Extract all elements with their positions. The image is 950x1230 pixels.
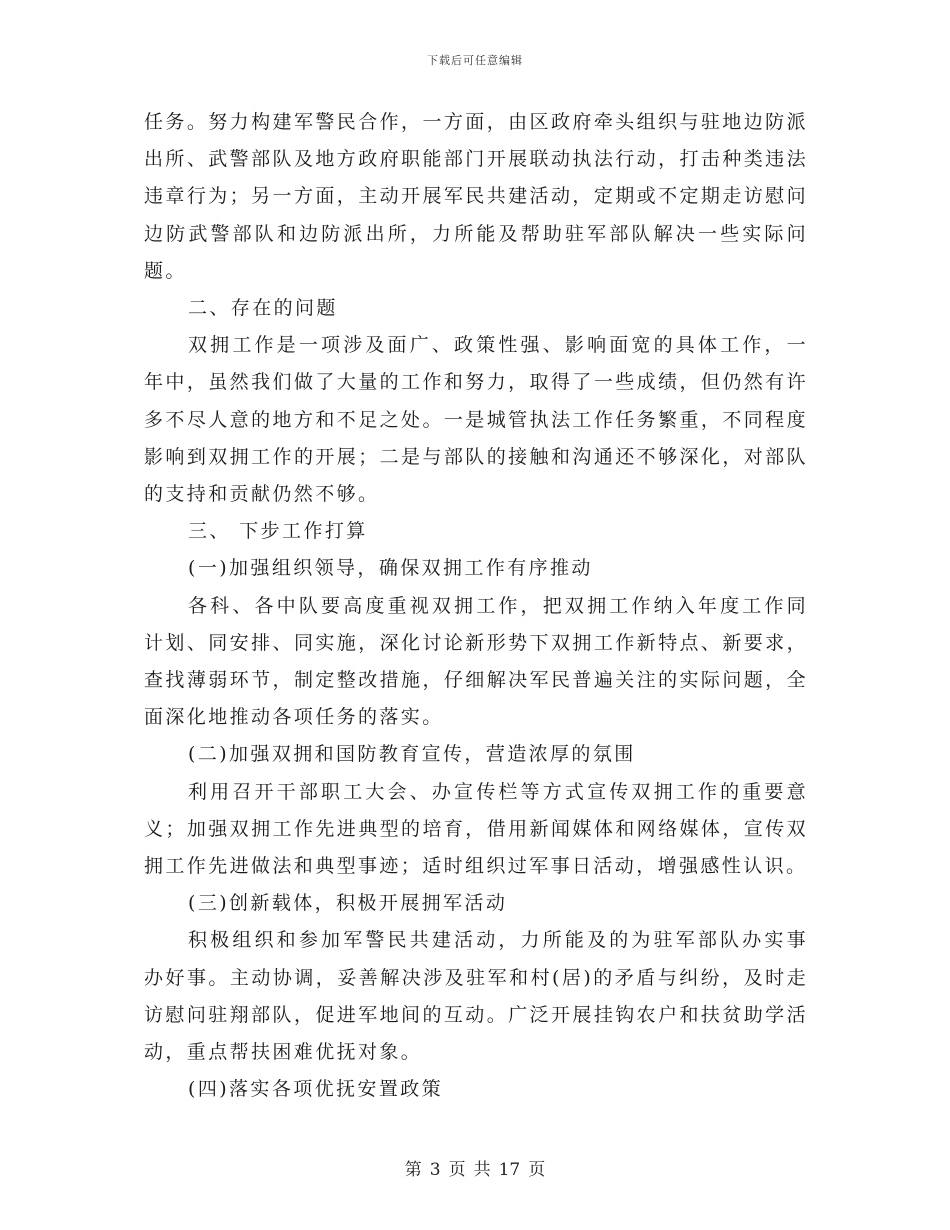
footer-suffix: 页 — [528, 1160, 546, 1180]
section-heading: 三、 下步工作打算 — [188, 520, 368, 543]
paragraph: 积极组织和参加军警民共建活动，力所能及的为驻军部队办实事办好事。主动协调，妥善解决涉及驻军和村(居)的矛盾与纠纷，及时走访慰问驻翔部队，促进军地间的互动。广泛开展挂钩农户和扶贫助学活动，重点帮扶困难优抚对象。 — [144, 929, 808, 1064]
page-footer — [0, 1155, 950, 1180]
paragraph: 利用召开干部职工大会、办宣传栏等方式宣传双拥工作的重要意义；加强双拥工作先进典型的培育，借用新闻媒体和网络媒体，宣传双拥工作先进做法和典型事迹；适时组织过军事日活动，增强感性认识。 — [144, 780, 808, 878]
subsection-heading: (二)加强双拥和国防教育宣传，营造浓厚的氛围 — [188, 743, 636, 766]
footer-total-label: 共 — [473, 1160, 491, 1180]
paragraph: 任务。努力构建军警民合作，一方面，由区政府牵头组织与驻地边防派出所、武警部队及地方政府职能部门开展联动执法行动，打击种类违法违章行为；另一方面，主动开展军民共建活动，定期或不定期走访慰问边防武警部队和边防派出所，力所能及帮助驻军部队解决一些实际问题。 — [144, 111, 808, 282]
paragraph: 双拥工作是一项涉及面广、政策性强、影响面宽的具体工作，一年中，虽然我们做了大量的工作和努力，取得了一些成绩，但仍然有许多不尽人意的地方和不足之处。一是城管执法工作任务繁重，不同程度影响到双拥工作的开展；二是与部队的接触和沟通还不够深化，对部队的支持和贡献仍然不够。 — [144, 334, 808, 506]
page-number: 3 — [429, 1160, 441, 1180]
subsection-heading: (三)创新载体，积极开展拥军活动 — [188, 892, 508, 915]
footer-prefix: 第 — [404, 1160, 422, 1180]
total-pages: 17 — [498, 1160, 521, 1180]
footer-mid: 页 — [448, 1160, 466, 1180]
subsection-heading: (一)加强组织领导，确保双拥工作有序推动 — [188, 557, 593, 580]
subsection-heading: (四)落实各项优抚安置政策 — [188, 1078, 444, 1101]
section-heading: 二、存在的问题 — [188, 297, 338, 320]
document-body — [144, 104, 808, 1108]
paragraph: 各科、各中队要高度重视双拥工作，把双拥工作纳入年度工作同计划、同安排、同实施，深化讨论新形势下双拥工作新特点、新要求，查找薄弱环节，制定整改措施，仔细解决军民普遍关注的实际问题，全面深化地推动各项任务的落实。 — [144, 594, 808, 729]
page-header: 下载后可任意编辑 — [427, 54, 523, 67]
